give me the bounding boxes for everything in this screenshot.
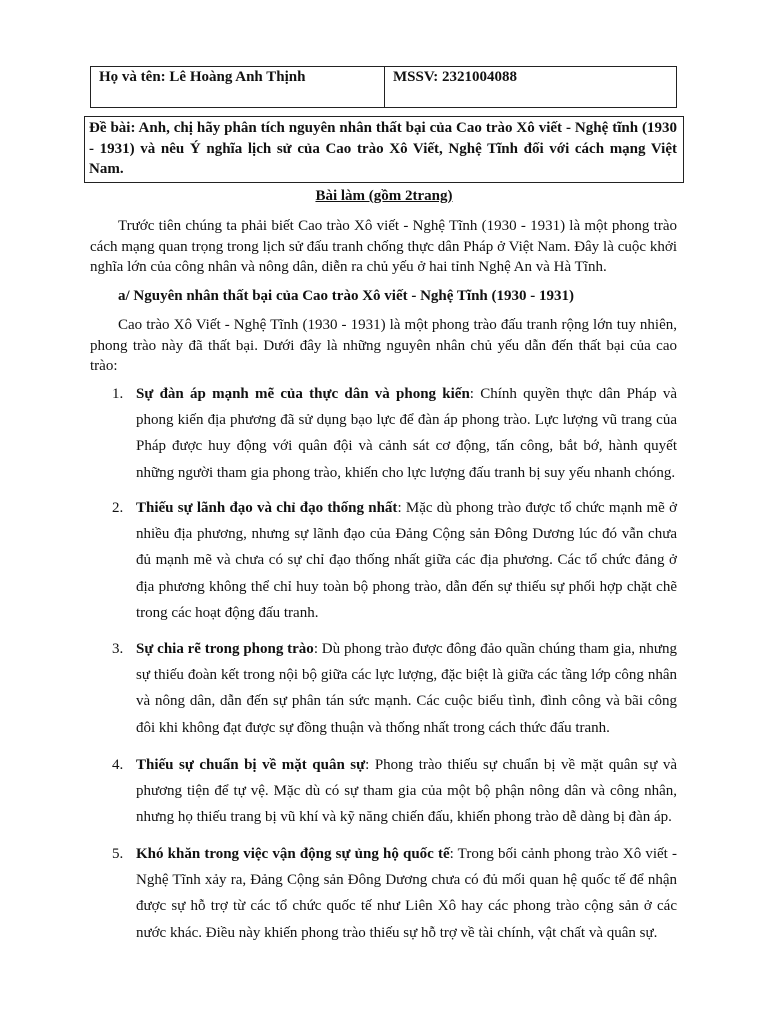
- list-item-body: [136, 841, 677, 946]
- list-item-number: 3.: [112, 641, 124, 657]
- list-item-body: [136, 495, 677, 626]
- student-name-cell: Họ và tên: Lê Hoàng Anh Thịnh: [91, 67, 385, 107]
- list-item-body: [136, 381, 677, 486]
- student-id-cell: MSSV: 2321004088: [393, 69, 518, 85]
- heading-causes: a/ Nguyên nhân thất bại của Cao trào Xô viết - Nghệ Tĩnh (1930 - 1931): [118, 288, 574, 304]
- list-item-text: : Dù phong trào được đông đảo quần chúng tham gia, nhưng sự thiếu đoàn kết trong nội bộ giữa các lực lượng, đặc biệt là giữa các tầng lớp công nhân và nông dân, dẫn đến sự phân tán sức mạnh. Các cuộc biểu tình, đình công và bãi công đôi khi không đạt được sự đồng thuận và thống nhất trong cách thức đấu tranh.: [136, 641, 677, 736]
- list-item-term: Sự chia rẽ trong phong trào: [136, 641, 314, 657]
- list-item-term: Thiếu sự lãnh đạo và chỉ đạo thống nhất: [136, 500, 398, 516]
- list-item-number: 2.: [112, 500, 124, 516]
- list-item-number: 4.: [112, 757, 124, 773]
- list-item-text: : Trong bối cảnh phong trào Xô viết - Nghệ Tĩnh xảy ra, Đảng Cộng sản Đông Dương chưa có đủ mối quan hệ quốc tế để nhận được sự hỗ trợ từ các tổ chức quốc tế như Liên Xô hay các phong trào cộng sản ở các nước khác. Điều này khiến phong trào thiếu sự hỗ trợ về tài chính, vật chất và quân sự.: [136, 846, 677, 941]
- assignment-topic-box: Đề bài: Anh, chị hãy phân tích nguyên nhân thất bại của Cao trào Xô viết - Nghệ tĩnh (1930 - 1931) và nêu Ý nghĩa lịch sử của Cao trào Xô Viết, Nghệ Tĩnh đối với cách mạng Việt Nam.: [84, 116, 684, 183]
- list-item-term: Sự đàn áp mạnh mẽ của thực dân và phong kiến: [136, 386, 470, 402]
- list-item-body: [136, 752, 677, 831]
- list-item-text: : Phong trào thiếu sự chuẩn bị về mặt quân sự và phương tiện để tự vệ. Mặc dù có sự tham gia của một bộ phận nông dân và công nhân, nhưng họ thiếu trang bị vũ khí và kỹ năng chiến đấu, khiến phong trào dễ dàng bị đàn áp.: [136, 757, 677, 826]
- list-item-body: [136, 636, 677, 741]
- list-item-term: Thiếu sự chuẩn bị về mặt quân sự: [136, 757, 366, 773]
- list-item-text: : Chính quyền thực dân Pháp và phong kiến địa phương đã sử dụng bạo lực để đàn áp phong trào. Lực lượng vũ trang của Pháp được huy động với quân đội và cảnh sát cơ động, tấn công, bắt bớ, hành quyết những người tham gia phong trào, khiến cho lực lượng đấu tranh bị suy yếu nhanh chóng.: [136, 386, 677, 481]
- list-item-number: 1.: [112, 386, 124, 402]
- list-item-term: Khó khăn trong việc vận động sự ủng hộ quốc tế: [136, 846, 450, 862]
- causes-intro-paragraph: Cao trào Xô Viết - Nghệ Tĩnh (1930 - 1931) là một phong trào đấu tranh rộng lớn tuy nhiên, phong trào này đã thất bại. Dưới đây là những nguyên nhân chủ yếu dẫn đến thất bại của cao trào:: [90, 317, 677, 374]
- list-item-text: : Mặc dù phong trào được tổ chức mạnh mẽ ở nhiều địa phương, nhưng sự lãnh đạo của Đảng Cộng sản Đông Dương lúc đó vẫn chưa đủ mạnh mẽ và chưa có sự chỉ đạo thống nhất giữa các địa phương. Các tổ chức đảng ở địa phương không thể chỉ huy toàn bộ phong trào, dẫn đến sự thiếu sự phối hợp chặt chẽ trong các hoạt động đấu tranh.: [136, 500, 678, 621]
- section-title: Bài làm (gồm 2trang): [315, 188, 453, 204]
- intro-paragraph: Trước tiên chúng ta phải biết Cao trào Xô viết - Nghệ Tĩnh (1930 - 1931) là một phong trào cách mạng quan trọng trong lịch sử đấu tranh chống thực dân Pháp ở Việt Nam. Đây là cuộc khởi nghĩa lớn của công nhân và nông dân, diễn ra chủ yếu ở hai tỉnh Nghệ An và Hà Tĩnh.: [90, 218, 677, 275]
- list-item-number: 5.: [112, 846, 124, 862]
- student-info-table: [90, 66, 677, 108]
